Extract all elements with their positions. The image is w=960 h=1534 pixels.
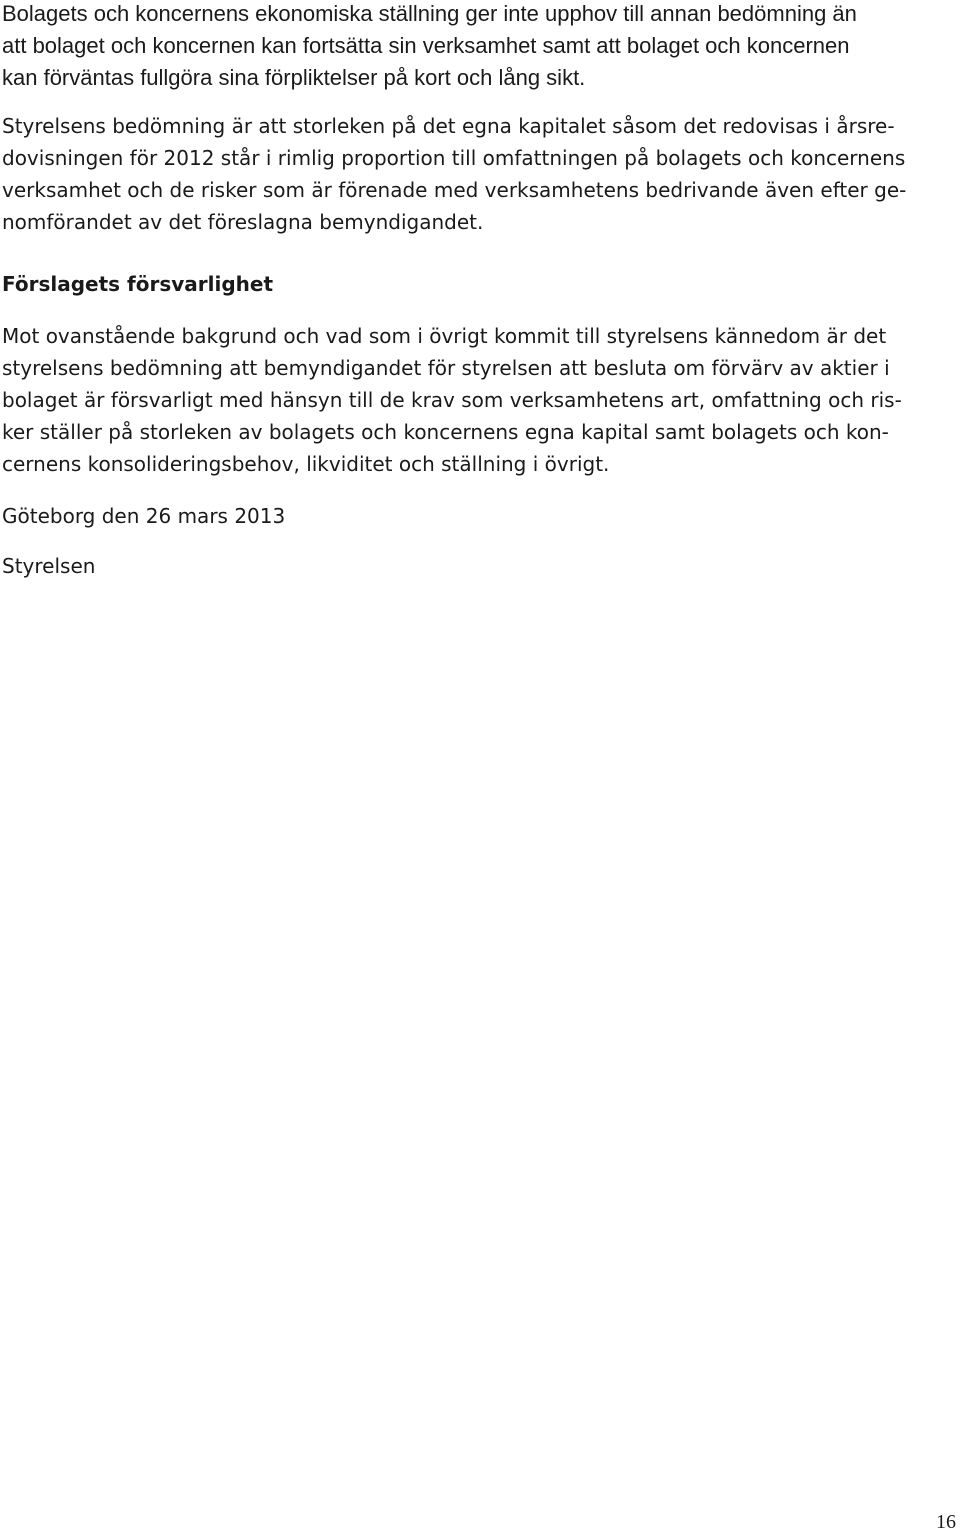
paragraph-line: kan förväntas fullgöra sina förpliktelser på kort och lång sikt. [2, 65, 586, 90]
paragraph-line: dovisningen för 2012 står i rimlig proportion till omfattningen på bolagets och koncernens [2, 146, 906, 170]
paragraph-line: ker ställer på storleken av bolagets och koncernens egna kapital samt bolagets och kon- [2, 420, 889, 444]
paragraph-line: Styrelsens bedömning är att storleken på det egna kapitalet såsom det redovisas i årsre- [2, 114, 895, 138]
paragraph-line: styrelsens bedömning att bemyndigandet för styrelsen att besluta om förvärv av aktier i [2, 356, 890, 380]
paragraph-financial-position [2, 0, 952, 94]
paragraph-line: nomförandet av det föreslagna bemyndigandet. [2, 210, 484, 234]
section-heading: Förslagets försvarlighet [2, 272, 274, 296]
paragraph-justifiability [2, 320, 958, 480]
paragraph-line: cernens konsolideringsbehov, likviditet och ställning i övrigt. [2, 452, 610, 476]
page-number: 16 [936, 1511, 956, 1533]
paragraph-line: Bolagets och koncernens ekonomiska ställning ger inte upphov till annan bedömning än [2, 1, 857, 26]
place-date-line: Göteborg den 26 mars 2013 [2, 504, 286, 528]
paragraph-line: Mot ovanstående bakgrund och vad som i övrigt kommit till styrelsens kännedom är det [2, 324, 887, 348]
paragraph-line: att bolaget och koncernen kan fortsätta sin verksamhet samt att bolaget och koncernen [2, 33, 850, 58]
paragraph-line: verksamhet och de risker som är förenade med verksamhetens bedrivande även efter ge- [2, 178, 907, 202]
paragraph-line: bolaget är försvarligt med hänsyn till de krav som verksamhetens art, omfattning och ris- [2, 388, 902, 412]
paragraph-board-assessment [2, 110, 958, 238]
signature-line: Styrelsen [2, 554, 96, 578]
